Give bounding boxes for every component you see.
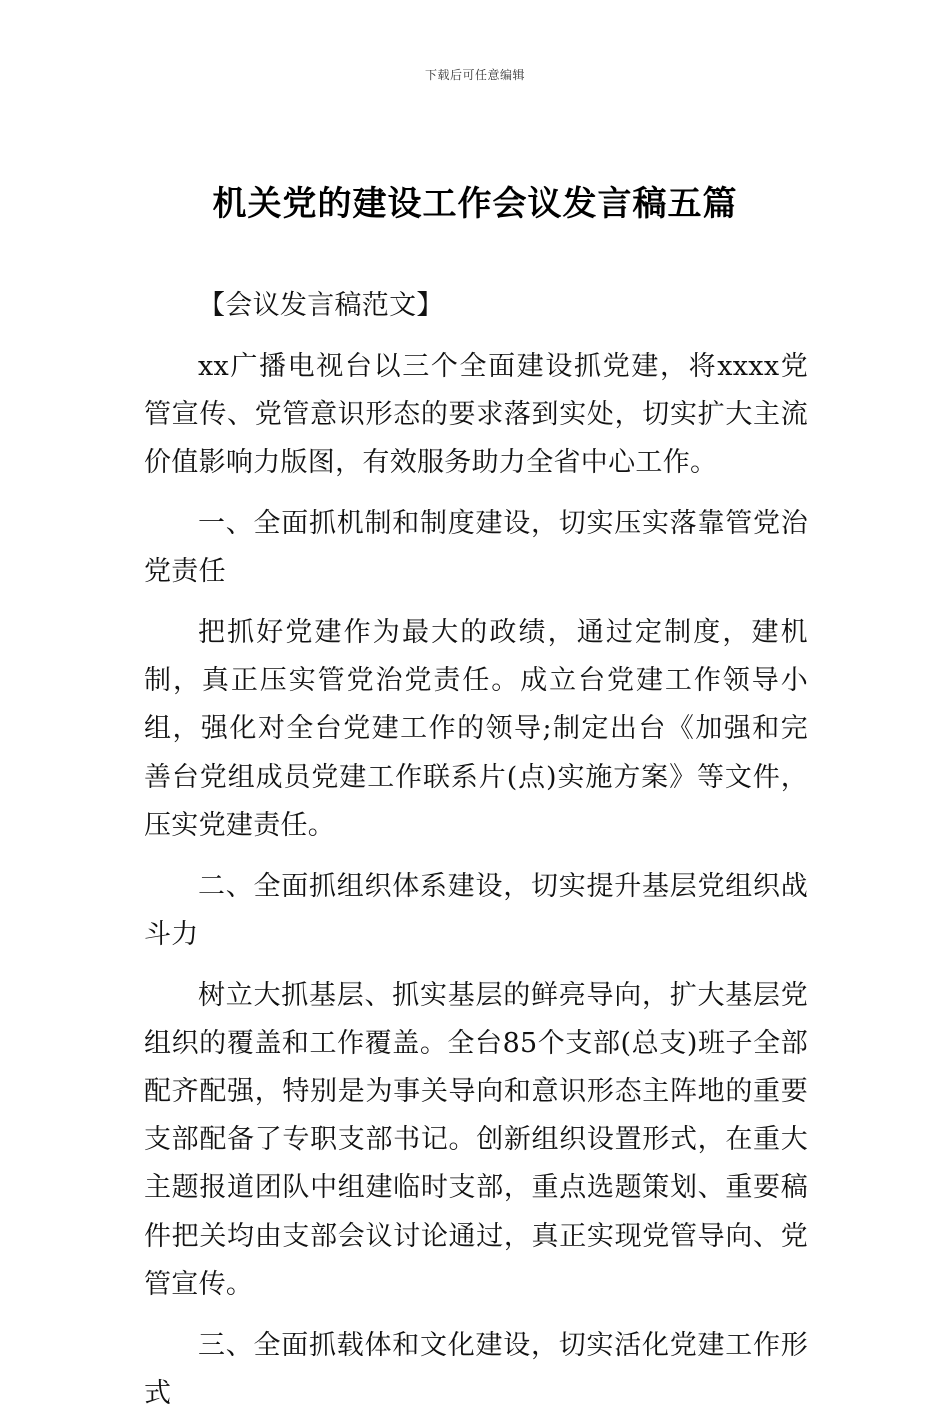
document-body bbox=[144, 282, 808, 1418]
section-heading-1: 一、全面抓机制和制度建设，切实压实落靠管党治党责任 bbox=[144, 508, 808, 588]
intro-paragraph: xx广播电视台以三个全面建设抓党建，将xxxx党管宣传、党管意识形态的要求落到实处，切实扩大主流价值影响力版图，有效服务助力全省中心工作。 bbox=[144, 350, 808, 479]
section-body-2: 树立大抓基层、抓实基层的鲜亮导向，扩大基层党组织的覆盖和工作覆盖。全台85个支部(总支)班子全部配齐配强，特别是为事关导向和意识形态主阵地的重要支部配备了专职支部书记。创新组织设置形式，在重大主题报道团队中组建临时支部，重点选题策划、重要稿件把关均由支部会议讨论通过，真正实现党管导向、党管宣传。 bbox=[144, 979, 808, 1300]
header-note: 下载后可任意编辑 bbox=[424, 68, 525, 82]
document-title: 机关党的建设工作会议发言稿五篇 bbox=[212, 184, 738, 224]
section-heading-3: 三、全面抓载体和文化建设，切实活化党建工作形式 bbox=[144, 1329, 808, 1409]
section-heading-2: 二、全面抓组织体系建设，切实提升基层党组织战斗力 bbox=[144, 870, 808, 950]
section-label: 【会议发言稿范文】 bbox=[198, 290, 444, 321]
section-body-1: 把抓好党建作为最大的政绩，通过定制度，建机制，真正压实管党治党责任。成立台党建工作领导小组，强化对全台党建工作的领导;制定出台《加强和完善台党组成员党建工作联系片(点)实施方案》等文件，压实党建责任。 bbox=[144, 617, 808, 841]
